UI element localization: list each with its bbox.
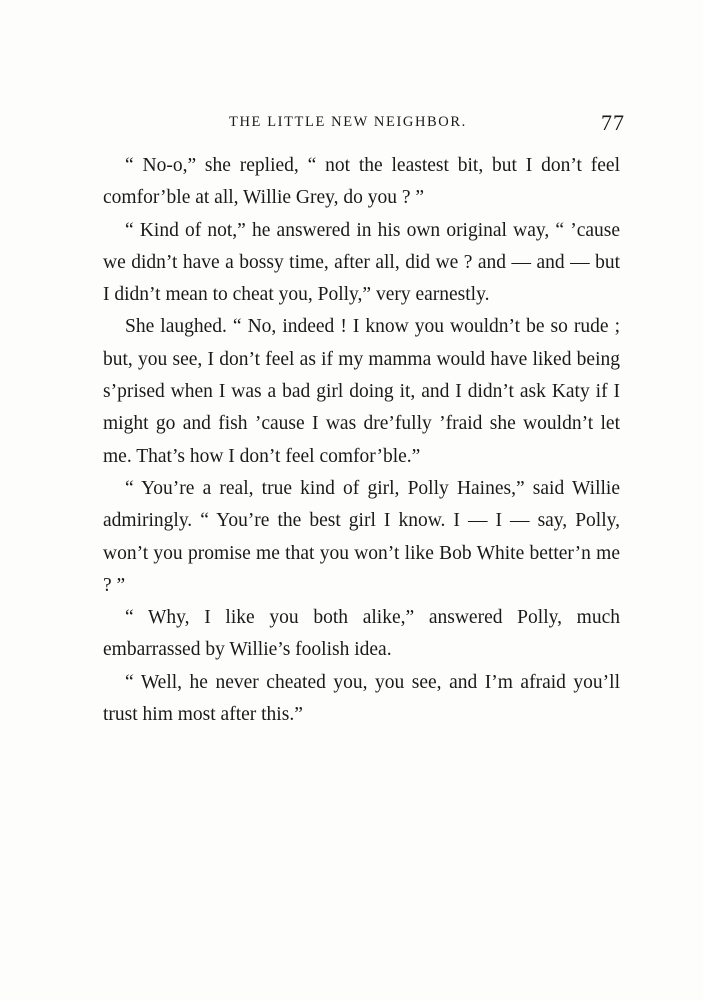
paragraph: “ You’re a real, true kind of girl, Polly Haines,” said Willie admiringly. “ You’re the best girl I know. I — I — say, Polly, won’t you promise me that you won’t like Bob White better’n me ? ” (103, 477, 620, 596)
page-number: 77 (601, 110, 625, 135)
running-title: THE LITTLE NEW NEIGHBOR. (229, 114, 467, 130)
paragraph: “ No-o,” she replied, “ not the leastest bit, but I don’t feel comfor’ble at all, Willie Grey, do you ? ” (103, 155, 620, 209)
running-header (103, 110, 625, 140)
paragraph: “ Well, he never cheated you, you see, and I’m afraid you’ll trust him most after this.” (103, 671, 620, 726)
body-text (103, 150, 620, 731)
paragraph: “ Kind of not,” he answered in his own original way, “ ’cause we didn’t have a bossy time, after all, did we ? and — and — but I didn’t mean to cheat you, Polly,” very earnestly. (103, 219, 620, 306)
paragraph: She laughed. “ No, indeed ! I know you wouldn’t be so rude ; but, you see, I don’t feel as if my mamma would have liked being s’prised when I was a bad girl doing it, and I didn’t ask Katy if I might go and fish ’cause I was dre’fully ’fraid she wouldn’t let me. That’s how I don’t feel comfor’ble.” (103, 316, 620, 467)
paragraph: “ Why, I like you both alike,” answered Polly, much embarrassed by Willie’s foolish idea. (103, 607, 620, 661)
